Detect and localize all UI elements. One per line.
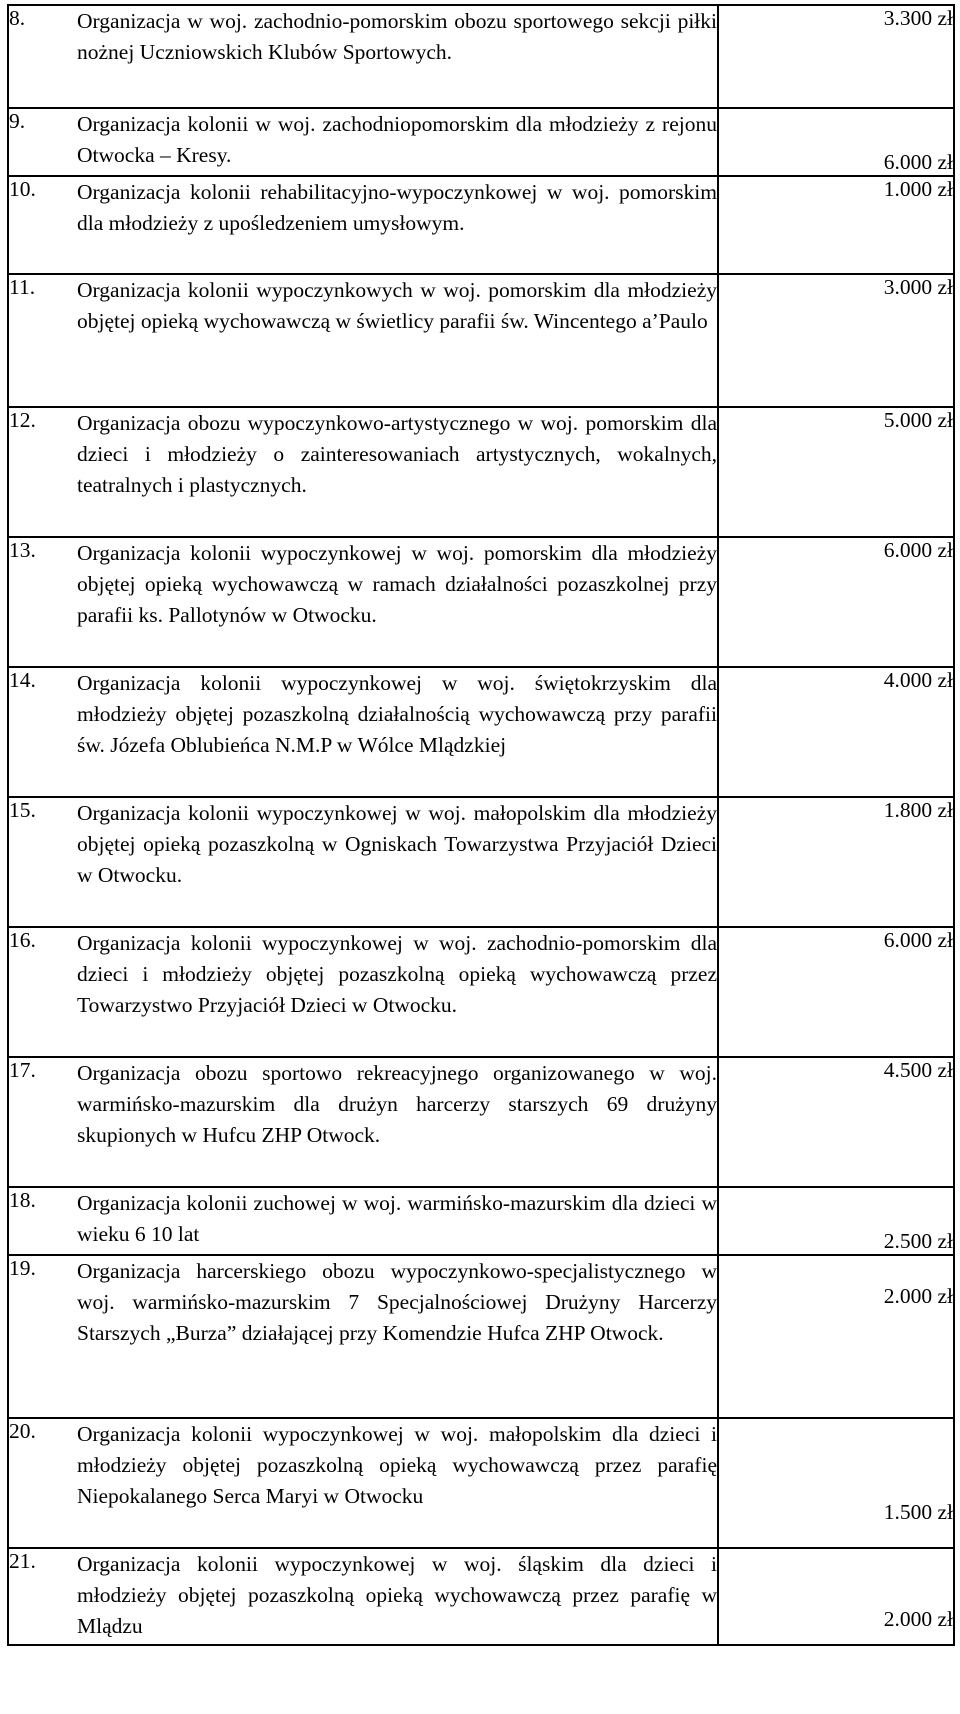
row-description: Organizacja kolonii w woj. zachodniopomorskim dla młodzieży z rejonu Otwocka – Kresy. (77, 112, 717, 167)
table-row (8, 797, 954, 927)
row-amount: 4.500 zł (718, 1057, 954, 1187)
row-amount: 6.000 zł (718, 108, 954, 176)
table-row (8, 176, 954, 274)
row-description: Organizacja kolonii wypoczynkowej w woj. pomorskim dla młodzieży objętej opieką wychowawczą w ramach działalności pozaszkolnej przy parafii ks. Pallotynów w Otwocku. (77, 541, 717, 627)
row-number: 21. (9, 1549, 36, 1573)
row-number: 13. (9, 538, 36, 562)
row-number: 10. (9, 177, 36, 201)
row-amount: 3.300 zł (718, 5, 954, 108)
row-description: Organizacja kolonii wypoczynkowej w woj. zachodnio-pomorskim dla dzieci i młodzieży objętej pozaszkolną opieką wychowawczą przez Towarzystwo Przyjaciół Dzieci w Otwocku. (77, 931, 717, 1017)
row-description: Organizacja kolonii wypoczynkowych w woj. pomorskim dla młodzieży objętej opieką wychowawczą w świetlicy parafii św. Wincentego a’Paulo (77, 278, 717, 333)
row-number: 16. (9, 928, 36, 952)
row-amount: 6.000 zł (718, 927, 954, 1057)
row-number: 15. (9, 798, 36, 822)
row-description: Organizacja kolonii rehabilitacyjno-wypoczynkowej w woj. pomorskim dla młodzieży z upośledzeniem umysłowym. (77, 180, 717, 235)
row-description: Organizacja kolonii zuchowej w woj. warmińsko-mazurskim dla dzieci w wieku 6 10 lat (77, 1191, 717, 1246)
row-description: Organizacja harcerskiego obozu wypoczynkowo-specjalistycznego w woj. warmińsko-mazurskim 7 Specjalnościowej Drużyny Harcerzy Starszych „Burza” działającej przy Komendzie Hufca ZHP Otwock. (77, 1259, 717, 1345)
row-description: Organizacja w woj. zachodnio-pomorskim obozu sportowego sekcji piłki nożnej Uczniowskich Klubów Sportowych. (77, 9, 717, 64)
row-number: 9. (9, 109, 26, 133)
table-row (8, 1187, 954, 1255)
table-row (8, 1255, 954, 1418)
row-amount: 4.000 zł (718, 667, 954, 797)
row-amount: 5.000 zł (718, 407, 954, 537)
table-row (8, 407, 954, 537)
row-description: Organizacja obozu wypoczynkowo-artystycznego w woj. pomorskim dla dzieci i młodzieży o zainteresowaniach artystycznych, wokalnych, teatralnych i plastycznych. (77, 411, 717, 497)
table-row (8, 927, 954, 1057)
row-amount: 2.000 zł (718, 1255, 954, 1418)
table-row (8, 667, 954, 797)
row-number: 11. (9, 275, 36, 299)
row-amount: 2.500 zł (718, 1187, 954, 1255)
table-row (8, 108, 954, 176)
row-number: 17. (9, 1058, 36, 1082)
row-amount: 3.000 zł (718, 274, 954, 407)
row-amount: 1.500 zł (718, 1418, 954, 1548)
row-number: 14. (9, 668, 36, 692)
table-row (8, 5, 954, 108)
row-amount: 6.000 zł (718, 537, 954, 667)
row-description: Organizacja kolonii wypoczynkowej w woj. świętokrzyskim dla młodzieży objętej pozaszkolną działalnością wychowawczą przy parafii św. Józefa Oblubieńca N.M.P w Wólce Mlądzkiej (77, 671, 717, 757)
row-description: Organizacja obozu sportowo rekreacyjnego organizowanego w woj. warmińsko-mazurskim dla drużyn harcerzy starszych 69 drużyny skupionych w Hufcu ZHP Otwock. (77, 1061, 717, 1147)
table-row (8, 537, 954, 667)
grants-table (7, 4, 955, 1646)
row-number: 19. (9, 1256, 36, 1280)
row-amount: 1.000 zł (718, 176, 954, 274)
table-row (8, 274, 954, 407)
table-row (8, 1418, 954, 1548)
table-row (8, 1548, 954, 1645)
table-row (8, 1057, 954, 1187)
row-description: Organizacja kolonii wypoczynkowej w woj. małopolskim dla dzieci i młodzieży objętej pozaszkolną opieką wychowawczą przez parafię Niepokalanego Serca Maryi w Otwocku (77, 1422, 717, 1508)
row-amount: 2.000 zł (718, 1548, 954, 1645)
row-number: 20. (9, 1419, 36, 1443)
row-description: Organizacja kolonii wypoczynkowej w woj. małopolskim dla młodzieży objętej opieką pozaszkolną w Ogniskach Towarzystwa Przyjaciół Dzieci w Otwocku. (77, 801, 717, 887)
row-description: Organizacja kolonii wypoczynkowej w woj. śląskim dla dzieci i młodzieży objętej pozaszkolną opieką wychowawczą przez parafię w Mlądzu (77, 1552, 717, 1638)
row-number: 18. (9, 1188, 36, 1212)
row-amount: 1.800 zł (718, 797, 954, 927)
row-number: 8. (9, 6, 26, 30)
row-number: 12. (9, 408, 36, 432)
